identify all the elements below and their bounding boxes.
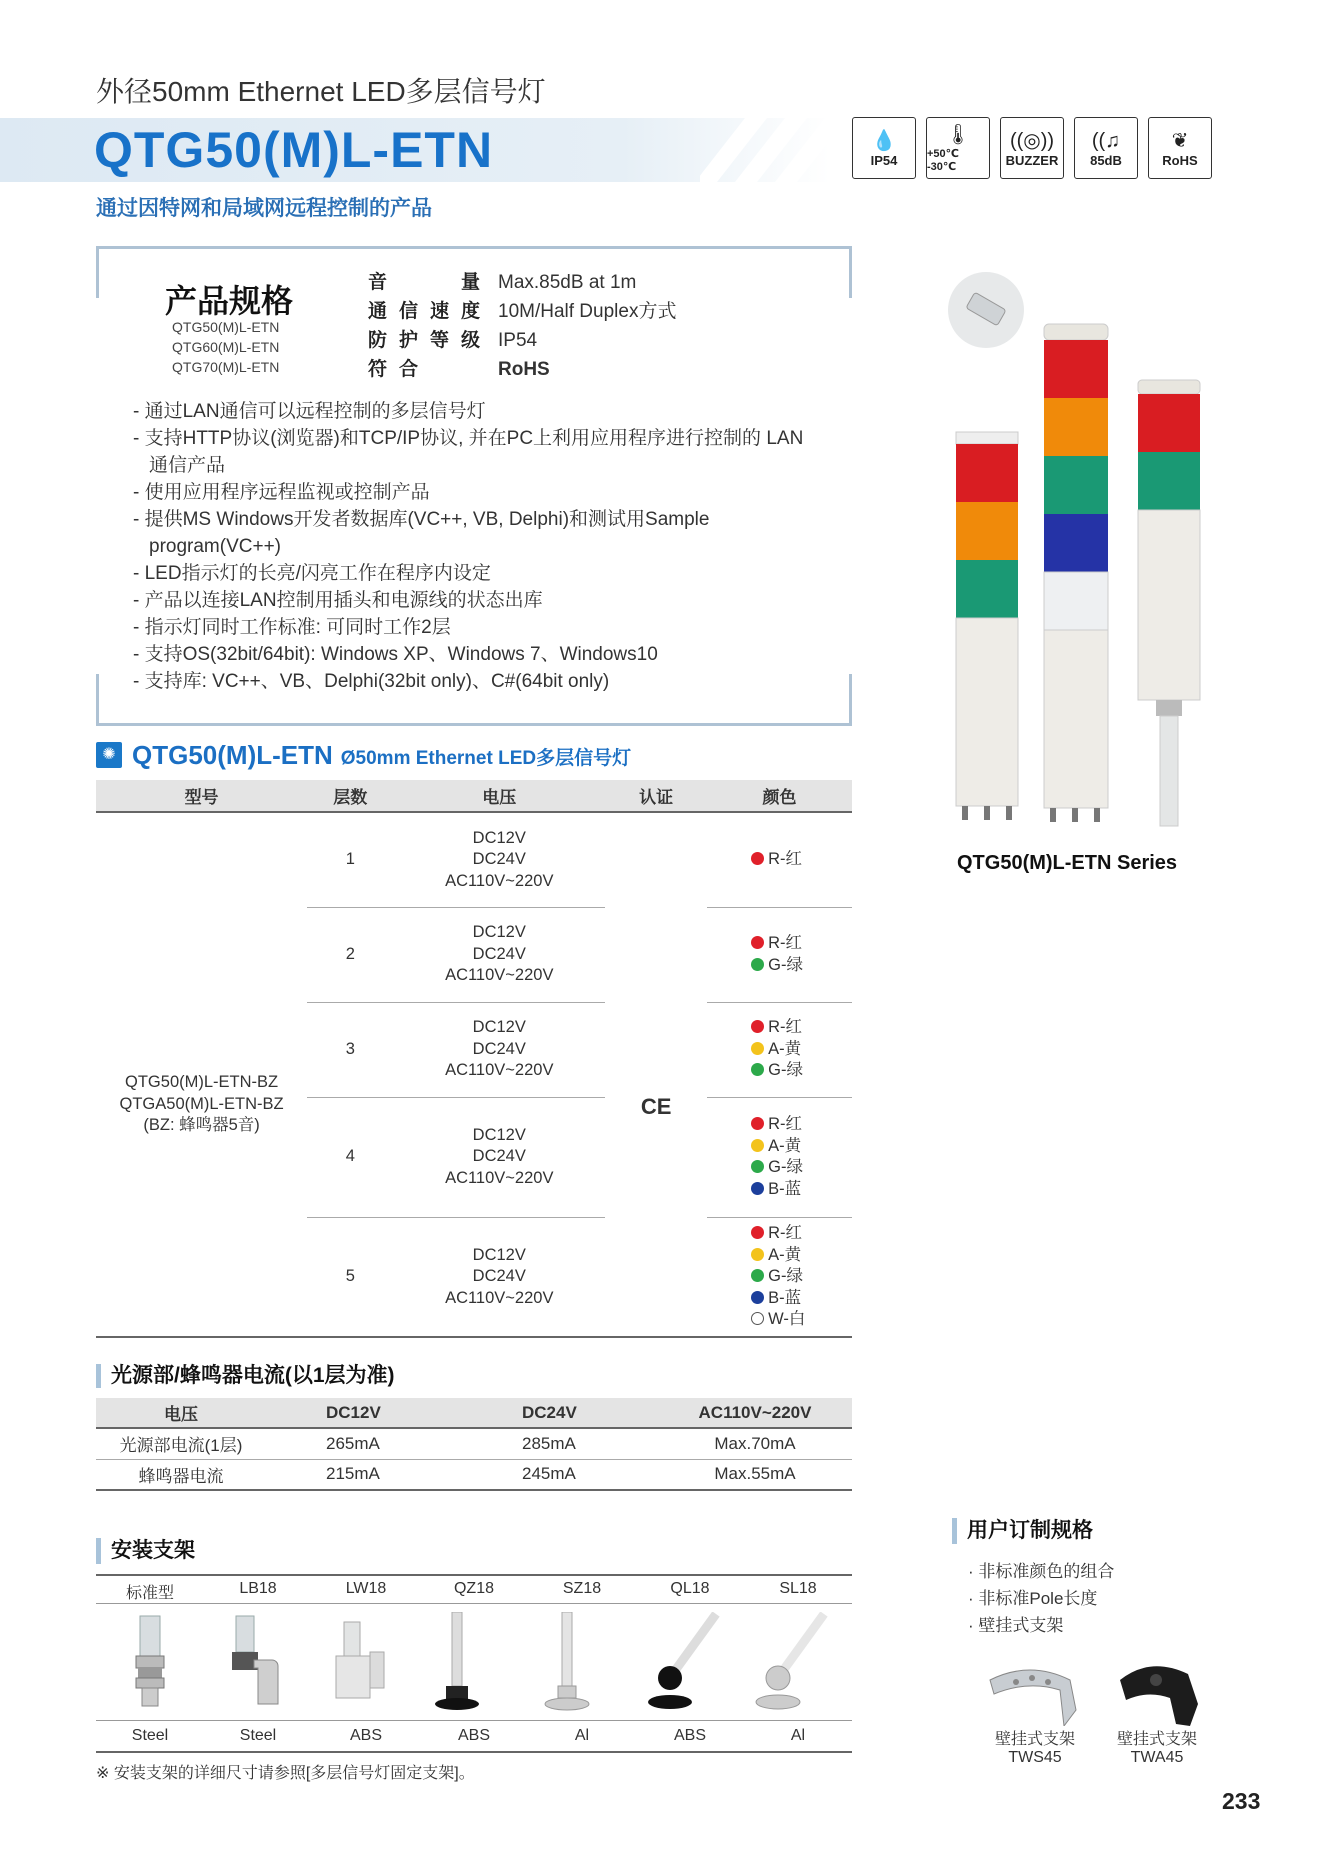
spec-value: IP54 [498,330,538,351]
color-dot-icon [751,958,764,971]
sound-icon: ((♫ [1091,129,1121,152]
feature-badge [852,117,916,179]
color-label: R-红 [768,1018,803,1037]
voltage-line: AC110V~220V [445,966,554,985]
bracket-model: TWS45 [1008,1749,1062,1766]
lw18-mount-image [336,1622,384,1698]
voltage-line: DC12V [472,1018,526,1037]
mount-name: QZ18 [453,1580,494,1597]
spec-key-char: 等 [430,330,450,351]
feature-list [133,398,813,695]
mount-material: Al [790,1727,806,1744]
model-line: QTG60(M)L-ETN [172,339,280,355]
voltage-cell [393,812,605,907]
color-label: G-绿 [768,1267,803,1285]
voltage-line: DC12V [472,828,526,847]
spec-key-char: 信 [399,301,419,322]
model-line: QTGA50(M)L-ETN-BZ [119,1094,284,1113]
color-label: B-蓝 [768,1179,802,1198]
spec-key-char: 度 [461,301,481,322]
color-label: G-绿 [768,955,803,974]
spec-key-char: 符 [368,359,388,380]
spec-table [368,268,676,384]
divider [96,1720,852,1721]
voltage-cell [393,1217,605,1337]
color-item [751,1060,852,1082]
color-dot-icon [751,1291,764,1304]
spec-heading: 产品规格 [165,283,294,319]
custom-title: 用户订制规格 [952,1518,1093,1544]
spec-value: 10M/Half Duplex方式 [498,301,677,322]
bracket-caption [1107,1731,1207,1767]
divider [96,1603,852,1604]
spec-models [172,317,279,377]
voltage-line: DC24V [472,1039,526,1058]
table-cell: 285mA [462,1428,658,1459]
ql18-mount-image [648,1614,716,1709]
feature-badges [852,117,1212,179]
col-header: DC24V [462,1398,658,1428]
badge-label: 85dB [1090,152,1122,168]
color-dot-icon [751,1160,764,1173]
color-item [751,1266,852,1288]
model-line: QTG70(M)L-ETN [172,359,280,375]
col-header: 电压 [96,1398,266,1428]
color-cell [707,812,852,907]
table-cell: 蜂鸣器电流 [96,1459,266,1490]
mount-material: Steel [131,1727,169,1744]
list-item: - 支持HTTP协议(浏览器)和TCP/IP协议, 并在PC上利用应用程序进行控制的 LAN通信产品 [133,428,804,476]
table-cell: Max.70mA [658,1428,852,1459]
list-item: · 非标准颜色的组合 [968,1562,1115,1581]
color-dot-icon [751,1042,764,1055]
voltage-line: AC110V~220V [445,1168,554,1187]
list-item: - 使用应用程序远程监视或控制产品 [133,482,430,503]
section2-title: 光源部/蜂鸣器电流(以1层为准) [96,1364,395,1388]
list-item: - 通过LAN通信可以远程控制的多层信号灯 [133,401,486,422]
mount-material: ABS [673,1727,706,1744]
color-cell [707,1097,852,1217]
list-item: - 指示灯同时工作标准: 可同时工作2层 [133,617,451,638]
voltage-cell [393,907,605,1002]
voltage-line: AC110V~220V [445,1288,554,1307]
spec-key [368,297,498,326]
col-header: DC12V [266,1398,462,1428]
table-cell: 光源部电流(1层) [96,1428,266,1459]
spec-key [368,268,498,297]
badge-label: +50℃ -30℃ [927,148,959,173]
mount-note: ※ 安装支架的详细尺寸请参照[多层信号灯固定支架]。 [96,1765,475,1782]
color-item [751,849,852,871]
col-header: 电压 [393,780,605,812]
model-table [96,780,852,1338]
qz18-mount-image [435,1612,479,1710]
mount-name: LW18 [345,1580,387,1597]
bracket-caption [985,1731,1085,1767]
spec-key-char: 量 [461,272,481,293]
col-header: AC110V~220V [658,1398,852,1428]
tower-5-tier [1044,324,1108,822]
lb18-mount-image [232,1616,278,1704]
product-illustration [940,268,1240,838]
table-cell: 265mA [266,1428,462,1459]
bracket-label: 壁挂式支架 [994,1731,1075,1748]
table-cell: 215mA [266,1459,462,1490]
color-dot-icon [751,1182,764,1195]
ce-mark: CE [640,1093,672,1119]
product-caption: QTG50(M)L-ETN Series [957,852,1178,874]
table-row [96,812,852,907]
color-label: R-红 [768,934,803,952]
color-cell [707,907,852,1002]
tier-cell: 4 [307,1097,393,1217]
col-header: 型号 [96,780,307,812]
color-cell [707,1217,852,1337]
cert-cell [605,812,707,1337]
list-item: - 产品以连接LAN控制用插头和电源线的状态出库 [133,590,543,611]
voltage-line: DC24V [472,850,526,868]
color-item [751,1136,852,1158]
bracket-model: TWA45 [1130,1749,1184,1766]
voltage-line: DC12V [472,1245,526,1264]
color-dot-icon [751,1139,764,1152]
voltage-cell [393,1002,605,1097]
divider [96,1751,852,1753]
tower-2-tier [1138,380,1200,826]
color-dot-icon [751,1248,764,1261]
mount-names [96,1580,852,1603]
list-item: - 支持库: VC++、VB、Delphi(32bit only)、C#(64bit only) [133,671,610,692]
color-item [751,1309,852,1331]
color-dot-icon [751,1117,764,1130]
voltage-line: DC12V [472,1125,526,1144]
spec-row [368,355,676,384]
model-line: (BZ: 蜂鸣器5音) [143,1116,260,1135]
tier-cell: 2 [307,907,393,1002]
color-item [751,1114,852,1136]
color-dot-icon [751,1226,764,1239]
mount-name: SZ18 [562,1580,602,1597]
badge-label: IP54 [870,152,898,168]
page-subtitle: 外径50mm Ethernet LED多层信号灯 [96,76,546,107]
color-item [751,1039,852,1061]
sz18-mount-image [545,1612,589,1710]
voltage-line: DC24V [472,1267,526,1285]
voltage-line: DC24V [472,1147,526,1166]
tier-cell: 3 [307,1002,393,1097]
col-header: 认证 [605,780,707,812]
mount-name: 标准型 [125,1585,174,1602]
tws45-bracket-image [990,1670,1076,1726]
color-label: B-蓝 [768,1288,802,1307]
spec-key-char: 级 [461,330,481,351]
color-dot-icon [751,852,764,865]
mount-name: QL18 [670,1580,710,1597]
feature-badge [1074,117,1138,179]
standard-mount-image [136,1616,164,1706]
voltage-line: AC110V~220V [445,871,554,890]
tier-cell: 1 [307,812,393,907]
list-item: · 非标准Pole长度 [968,1589,1098,1608]
color-label: A-黄 [768,1039,802,1058]
list-item: · 壁挂式支架 [968,1616,1064,1635]
wall-bracket-images [980,1650,1210,1726]
voltage-cell [393,1097,605,1217]
spec-value: Max.85dB at 1m [498,272,637,293]
color-item [751,1017,852,1039]
section3-title: 安装支架 [96,1538,195,1564]
title-stripes [700,118,840,182]
voltage-line: DC12V [472,923,526,942]
voltage-line: AC110V~220V [445,1061,554,1080]
mount-material: ABS [349,1727,382,1744]
spec-row [368,326,676,355]
mount-material: ABS [457,1727,490,1744]
table-cell: Max.55mA [658,1459,852,1490]
sl18-mount-image [756,1614,824,1709]
badge-label: BUZZER [1005,152,1059,168]
mount-material: Al [574,1727,590,1744]
col-header: 层数 [307,780,393,812]
water-drops-icon: 💧 [871,129,897,152]
col-header: 颜色 [707,780,852,812]
mount-name: SL18 [779,1580,817,1597]
color-dot-icon [751,1269,764,1282]
spec-key-char: 速 [430,301,450,322]
list-item: - 提供MS Windows开发者数据库(VC++, VB, Delphi)和测试用Sample program(VC++) [133,509,710,557]
voltage-line: DC24V [472,944,526,963]
model-cell [96,812,307,1337]
model-line: QTG50(M)L-ETN [172,319,280,335]
color-cell [707,1002,852,1097]
section1-subtitle: Ø50mm Ethernet LED多层信号灯 [340,748,632,769]
color-item [751,1157,852,1179]
color-label: R-红 [768,850,803,868]
mount-images [96,1612,852,1716]
color-item [751,1288,852,1310]
spec-key-char: 防 [368,330,388,351]
mount-name: LB18 [239,1580,277,1597]
buzzer-icon: ((◎)) [1009,129,1055,152]
spec-key-char: 通 [368,301,388,322]
page-title: QTG50(M)L-ETN [94,122,494,178]
tier-cell: 5 [307,1217,393,1337]
bracket-label: 壁挂式支架 [1116,1731,1197,1748]
spec-key-char: 合 [399,359,419,380]
feature-badge [926,117,990,179]
color-item [751,1245,852,1267]
section1-title: QTG50(M)L-ETN Ø50mm Ethernet LED多层信号灯 [132,740,632,770]
color-item [751,1223,852,1245]
color-label: A-黄 [768,1136,802,1155]
color-label: R-红 [768,1115,803,1133]
list-item: - 支持OS(32bit/64bit): Windows XP、Windows 7、Windows10 [133,644,658,665]
tower-3-tier [956,432,1018,820]
feature-badge [1000,117,1064,179]
list-item: - LED指示灯的长亮/闪亮工作在程序内设定 [133,563,491,584]
color-dot-icon [751,1063,764,1076]
badge-label: RoHS [1162,152,1198,168]
spec-key-char: 音 [368,272,388,293]
color-item [751,955,852,977]
divider [96,1574,852,1576]
current-table [96,1398,852,1491]
table-cell: 245mA [462,1459,658,1490]
mount-material: Steel [239,1727,277,1744]
color-label: G-绿 [768,1061,803,1080]
spec-key [368,355,498,384]
mount-materials [96,1727,852,1745]
leaf-icon: ❦ [1171,129,1189,152]
spec-row [368,268,676,297]
color-label: A-黄 [768,1245,802,1264]
color-item [751,933,852,955]
twa45-bracket-image [1120,1666,1198,1726]
custom-list [968,1558,1114,1639]
color-item [751,1179,852,1201]
spec-value: RoHS [498,359,550,380]
color-dot-icon [751,936,764,949]
spec-key-char: 护 [399,330,419,351]
page-number: 233 [1222,1788,1261,1814]
color-label: W-白 [768,1310,806,1328]
model-line: QTG50(M)L-ETN-BZ [125,1073,279,1092]
lamp-icon: ✺ [96,742,122,768]
color-label: R-红 [768,1224,803,1242]
tagline: 通过因特网和局域网远程控制的产品 [96,197,432,220]
color-dot-icon [751,1020,764,1033]
feature-badge [1148,117,1212,179]
thermometer-icon: 🌡 [945,124,971,146]
mount-illustrations [96,1612,852,1716]
color-dot-icon [751,1312,764,1325]
color-label: G-绿 [768,1158,803,1176]
spec-key [368,326,498,355]
spec-row [368,297,676,326]
